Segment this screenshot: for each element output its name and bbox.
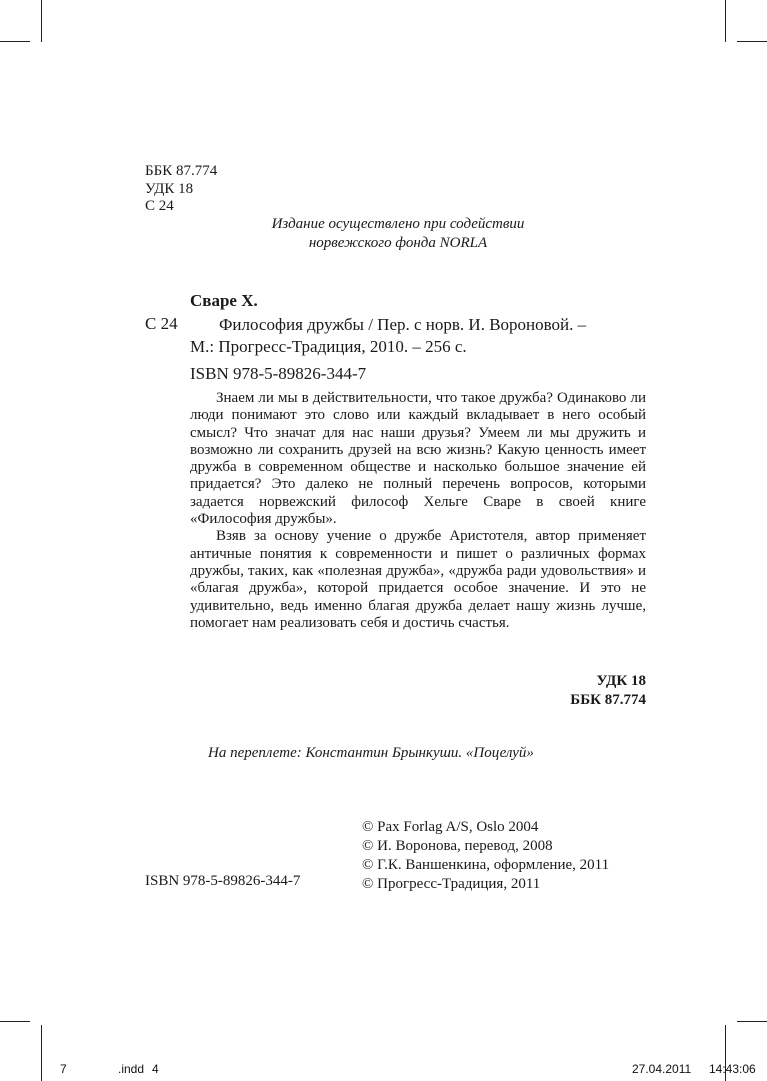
slug-time: 14:43:06 — [709, 1062, 756, 1076]
publication-line: М.: Прогресс-Традиция, 2010. – 256 с. — [190, 337, 467, 356]
author-mark: С 24 — [145, 198, 174, 214]
copyright-line: © Г.К. Ваншенкина, оформление, 2011 — [362, 857, 610, 873]
crop-mark — [0, 1021, 30, 1022]
copyright-line: © И. Воронова, перевод, 2008 — [362, 838, 553, 854]
udk-code: УДК 18 — [145, 180, 194, 197]
annotation — [190, 390, 646, 632]
cover-note: На переплете: Константин Брынкуши. «Поцелуй» — [208, 745, 534, 761]
copyright-line: © Прогресс-Традиция, 2011 — [362, 876, 541, 892]
closing-udk: УДК 18 — [596, 673, 646, 689]
sponsor-line-1: Издание осуществлено при содействии — [271, 216, 525, 232]
slug-file: .indd — [118, 1062, 145, 1076]
closing-codes — [460, 672, 646, 710]
sponsor-note — [248, 215, 548, 253]
bibliographic-description — [190, 314, 660, 358]
sponsor-line-2: норвежского фонда NORLA — [308, 235, 488, 251]
crop-mark — [41, 1025, 42, 1081]
record-isbn: ISBN 978-5-89826-344-7 — [190, 364, 367, 383]
crop-mark — [41, 0, 42, 42]
crop-mark — [0, 41, 30, 42]
title-line: Философия дружбы / Пер. с норв. И. Вороновой. – — [219, 315, 587, 334]
author-name: Сваре Х. — [190, 291, 258, 310]
crop-mark — [725, 0, 726, 42]
slug-date: 27.04.2011 — [632, 1062, 692, 1076]
copyright-block — [362, 818, 609, 894]
crop-mark — [737, 41, 767, 42]
slug-page: 4 — [152, 1062, 159, 1076]
classification-block — [145, 163, 217, 216]
record-author-mark: С 24 — [145, 314, 178, 333]
annotation-paragraph-2: Взяв за основу учение о дружбе Аристотеля, автор применяет античные понятия к современности и пишет о различных формах дружбы, таких, как «полезная дружба», «дружба ради удовольствия» и «благая дружба», которой придается особое значение. И это не удивительно, ведь именно благая дружба делает нашу жизнь лучше, помогает нам реализовать себя и достичь счастья. — [190, 528, 646, 631]
bottom-isbn: ISBN 978-5-89826-344-7 — [145, 873, 301, 889]
closing-bbk: ББК 87.774 — [570, 692, 646, 708]
crop-mark — [737, 1021, 767, 1022]
slug-page-left: 7 — [60, 1062, 67, 1076]
annotation-paragraph-1: Знаем ли мы в действительности, что такое дружба? Одинаково ли люди понимают это слово или каждый вкладывает в него особый смысл? Что значат для нас наши друзья? Умеем ли мы дружить и возможно ли сохранить друзей на всю жизнь? Какую ценность имеет дружба в современном обществе и насколько большое значение ей придается? Это далеко не полный перечень вопросов, которыми задается норвежский философ Хельге Сваре в своей книге «Философия дружбы». — [190, 390, 646, 528]
copyright-line: © Pax Forlag A/S, Oslo 2004 — [362, 819, 539, 835]
bbk-code: ББК 87.774 — [145, 163, 218, 179]
